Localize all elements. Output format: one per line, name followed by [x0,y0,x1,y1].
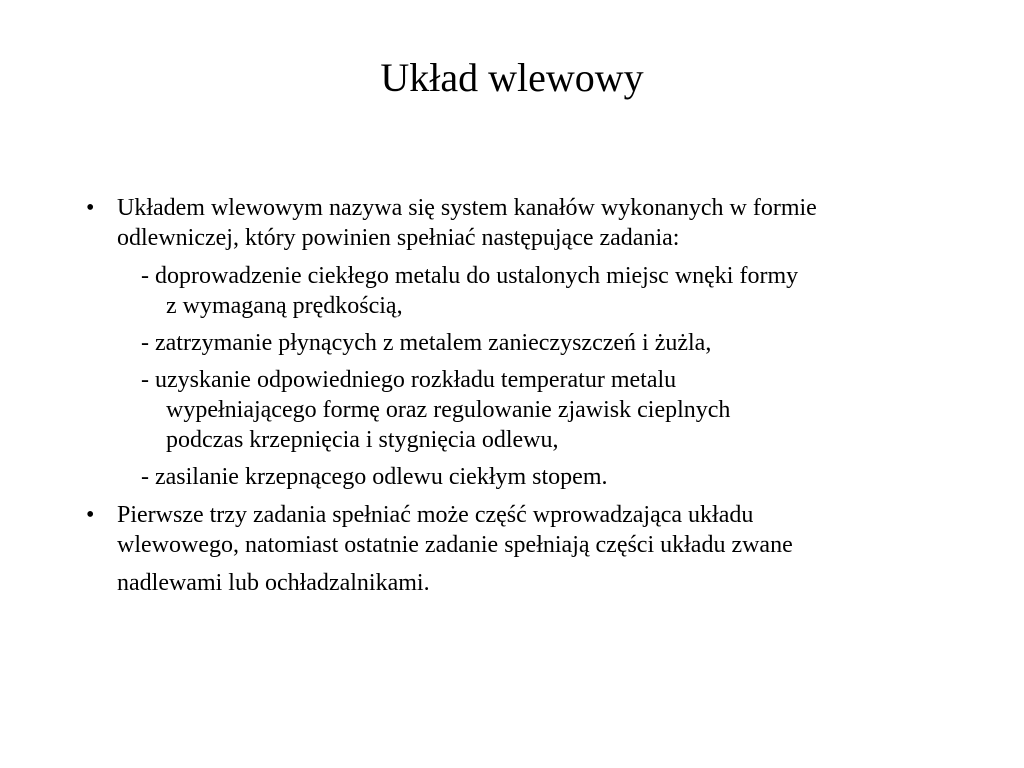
bullet-item-1 [0,193,967,253]
sub-item-line: - doprowadzenie ciekłego metalu do ustalonych miejsc wnęki formy [141,263,799,289]
sub-item-2 [0,328,1024,358]
sub-item-3 [0,365,1024,455]
sub-item-4 [0,462,1024,492]
bullet-line: nadlewami lub ochładzalnikami. [117,570,430,596]
bullet-marker: • [86,195,95,221]
sub-item-line: - uzyskanie odpowiedniego rozkładu temperatur metalu [141,367,677,393]
bullet-marker: • [86,502,95,528]
bullet-line: odlewniczej, który powinien spełniać następujące zadania: [117,225,680,251]
bullet-item-2 [0,500,967,598]
slide-title: Układ wlewowy [380,55,644,100]
sub-item-line: - zatrzymanie płynących z metalem zanieczyszczeń i żużla, [141,330,712,356]
sub-item-line: wypełniającego formę oraz regulowanie zjawisk cieplnych [166,397,731,423]
bullet-line: wlewowego, natomiast ostatnie zadanie spełniają części układu zwane [117,532,793,558]
sub-item-1 [0,261,1024,321]
sub-item-line: - zasilanie krzepnącego odlewu ciekłym stopem. [141,464,608,490]
bullet-line: Pierwsze trzy zadania spełniać może część wprowadzająca układu [117,502,754,528]
sub-item-line: podczas krzepnięcia i stygnięcia odlewu, [166,427,559,453]
slide-body [0,193,1024,598]
sub-item-line: z wymaganą prędkością, [166,293,403,319]
bullet-line: Układem wlewowym nazywa się system kanałów wykonanych w formie [117,195,817,221]
